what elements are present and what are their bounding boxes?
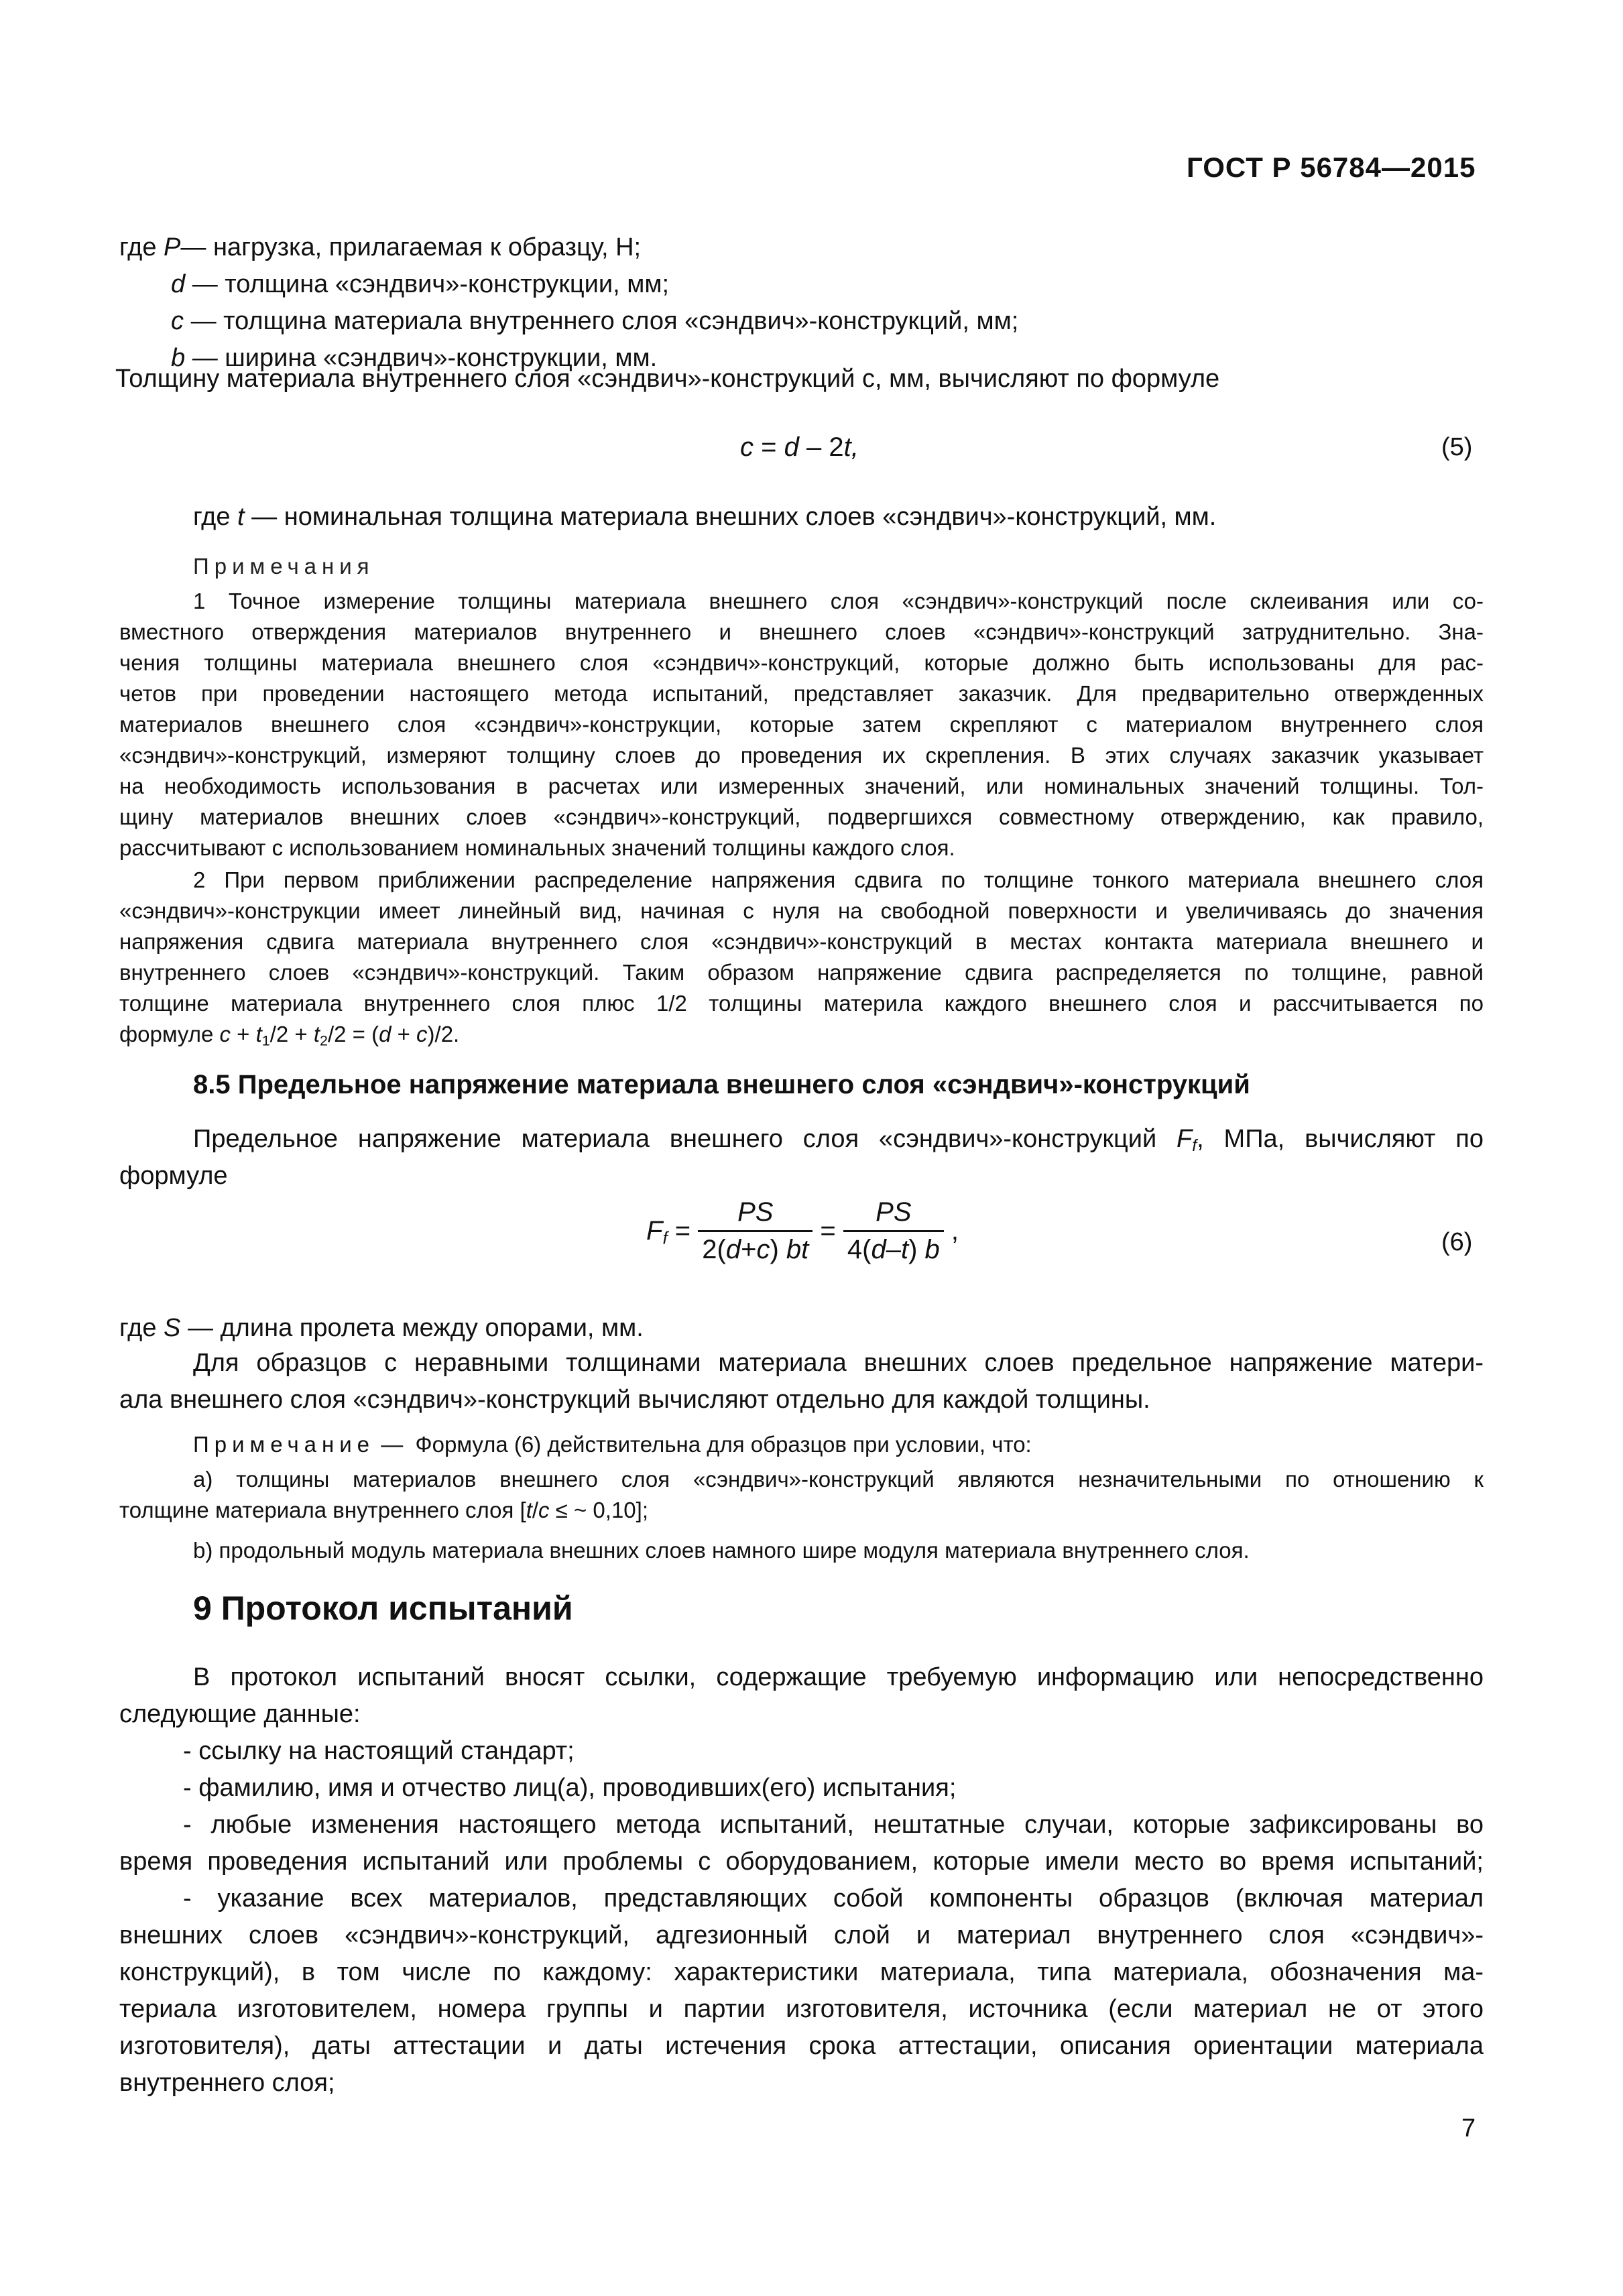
unequal-thickness-text: [119, 1345, 1484, 1418]
note-2-line: 2 При первом приближении распределение напряжения сдвига по толщине тонкого материала внешнего слоя: [193, 867, 1484, 892]
note-2-line: «сэндвич»-конструкции имеет линейный вид, начиная с нуля на свободной поверхности и увеличиваясь до значения: [119, 898, 1484, 923]
fraction-1: $\frac{PS}{2(d+c) bt}$: [698, 1197, 813, 1265]
note-a-line: толщине материала внутреннего слоя [t/c ≤ ~ 0,10];: [119, 1498, 648, 1522]
section-9-intro-line: В протокол испытаний вносят ссылки, содержащие требуемую информацию или непосредственно: [193, 1663, 1484, 1691]
formula-6: $F_f$ = $\frac{PS}{2(d+c) bt}$ = $\frac{PS}{4(d-t) b}$ ,: [646, 1197, 959, 1264]
note-1-line: на необходимость использования в расчетах или измеренных значений, или номинальных значений толщины. Тол-: [119, 774, 1484, 798]
formula-6-number: (6): [1441, 1228, 1473, 1256]
page-number: 7: [1461, 2114, 1476, 2142]
note-2-line: толщине материала внутреннего слоя плюс 1/2 толщины материла каждого внешнего слоя и рассчитывается по: [119, 991, 1484, 1016]
where-s: где S — длина пролета между опорами, мм.: [119, 1314, 644, 1342]
section-8-5-line: формуле: [119, 1162, 228, 1190]
fraction-2: $\frac{PS}{4(d-t) b}$: [843, 1197, 944, 1265]
formula-5: c = d – 2t,: [740, 432, 859, 462]
notes-title: Примечания: [193, 554, 375, 579]
note-2: [119, 865, 1484, 1050]
note-2-line: напряжения сдвига материала внутреннего слоя «сэндвич»-конструкций в местах контакта материала внешнего и: [119, 929, 1484, 954]
note-1-line: рассчитывают с использованием номинальных значений толщины каждого слоя.: [119, 835, 955, 860]
unequal-line: ала внешнего слоя «сэндвич»-конструкций вычисляют отдельно для каждой толщины.: [119, 1386, 1150, 1414]
list-item-cont: внешних слоев «сэндвич»-конструкций, адгезионный слой и материал внутреннего слоя «сэндвич»-: [119, 1921, 1484, 1949]
where-item-b: b — ширина «сэндвич»-конструкции, мм.: [171, 344, 658, 372]
note-condition-b: b) продольный модуль материала внешних слоев намного шире модуля материала внутреннего слоя.: [193, 1538, 1250, 1563]
list-item: - указание всех материалов, представляющих собой компоненты образцов (включая материал: [183, 1884, 1484, 1913]
list-item-cont: конструкций), в том числе по каждому: характеристики материала, типа материала, обозначения ма-: [119, 1958, 1484, 1986]
note-1-line: чения толщины материала внешнего слоя «сэндвич»-конструкций, которые должно быть использованы для рас-: [119, 650, 1484, 675]
where-item-c: c — толщина материала внутреннего слоя «сэндвич»-конструкций, мм;: [171, 307, 1019, 335]
formula-5-number: (5): [1441, 433, 1473, 461]
note-1-line: четов при проведении настоящего метода испытаний, представляет заказчик. Для предварительно отвержденных: [119, 681, 1484, 706]
note-single: Примечание — Формула (6) действительна для образцов при условии, что:: [193, 1432, 1032, 1457]
note-1-line: 1 Точное измерение толщины материала внешнего слоя «сэндвич»-конструкций после склеивания или со-: [193, 589, 1484, 613]
section-9-intro-line: следующие данные:: [119, 1700, 361, 1728]
list-item-cont: внутреннего слоя;: [119, 2069, 335, 2097]
note-1: [119, 586, 1484, 863]
document-header: ГОСТ Р 56784—2015: [1187, 152, 1476, 183]
list-item: - любые изменения настоящего метода испытаний, нештатные случаи, которые зафиксированы во: [183, 1811, 1484, 1839]
note-2-formula-line: формуле $c + t_1/2 + t_2/2 = (d + c)/2$.: [119, 1022, 460, 1049]
note-a-line: а) толщины материалов внешнего слоя «сэндвич»-конструкций являются незначительными по отношению к: [193, 1467, 1484, 1492]
note-1-line: щину материалов внешних слоев «сэндвич»-конструкций, подвергшихся совместному отверждению, как правило,: [119, 804, 1484, 829]
list-item-cont: время проведения испытаний или проблемы с оборудованием, которые имели место во время испытаний;: [119, 1848, 1484, 1876]
where-item-d: d — толщина «сэндвич»-конструкции, мм;: [171, 270, 670, 298]
note-2-line: внутреннего слоев «сэндвич»-конструкций. Таким образом напряжение сдвига распределяется по толщине, равной: [119, 960, 1484, 985]
list-item: - фамилию, имя и отчество лиц(а), проводивших(его) испытания;: [183, 1774, 957, 1802]
protocol-list: [119, 1733, 1484, 2102]
section-9-intro: [119, 1659, 1484, 1733]
where-item-p: где P— нагрузка, прилагаемая к образцу, Н;: [119, 233, 642, 261]
note-condition-a: [119, 1464, 1484, 1526]
note-1-line: «сэндвич»-конструкций, измеряют толщину слоев до проведения их скрепления. В этих случаях заказчик указывает: [119, 743, 1484, 768]
unequal-line: Для образцов с неравными толщинами материала внешних слоев предельное напряжение матери-: [193, 1349, 1484, 1377]
core-thickness-intro: Толщину материала внутреннего слоя «сэндвич»-конструкций с, мм, вычисляют по формуле: [115, 365, 1220, 393]
section-8-5-line: Предельное напряжение материала внешнего слоя «сэндвич»-конструкций $F_f$, МПа, вычисляют по: [193, 1125, 1484, 1156]
note-1-line: вместного отверждения материалов внутреннего и внешнего слоев «сэндвич»-конструкций затруднительно. Зна-: [119, 619, 1484, 644]
where-list-symbols: [119, 229, 1527, 377]
note-1-line: материалов внешнего слоя «сэндвич»-конструкции, которые затем скрепляют с материалом внутреннего слоя: [119, 712, 1484, 737]
list-item-cont: изготовителя), даты аттестации и даты истечения срока аттестации, описания ориентации материала: [119, 2032, 1484, 2060]
section-9-heading: 9 Протокол испытаний: [193, 1589, 573, 1627]
where-t: где t — номинальная толщина материала внешних слоев «сэндвич»-конструкций, мм.: [193, 503, 1217, 531]
list-item-cont: териала изготовителем, номера группы и партии изготовителя, источника (если материал не от этого: [119, 1995, 1484, 2023]
list-item: - ссылку на настоящий стандарт;: [183, 1737, 575, 1765]
section-8-5-text: [119, 1121, 1484, 1195]
section-8-5-heading: 8.5 Предельное напряжение материала внешнего слоя «сэндвич»-конструкций: [193, 1070, 1250, 1099]
